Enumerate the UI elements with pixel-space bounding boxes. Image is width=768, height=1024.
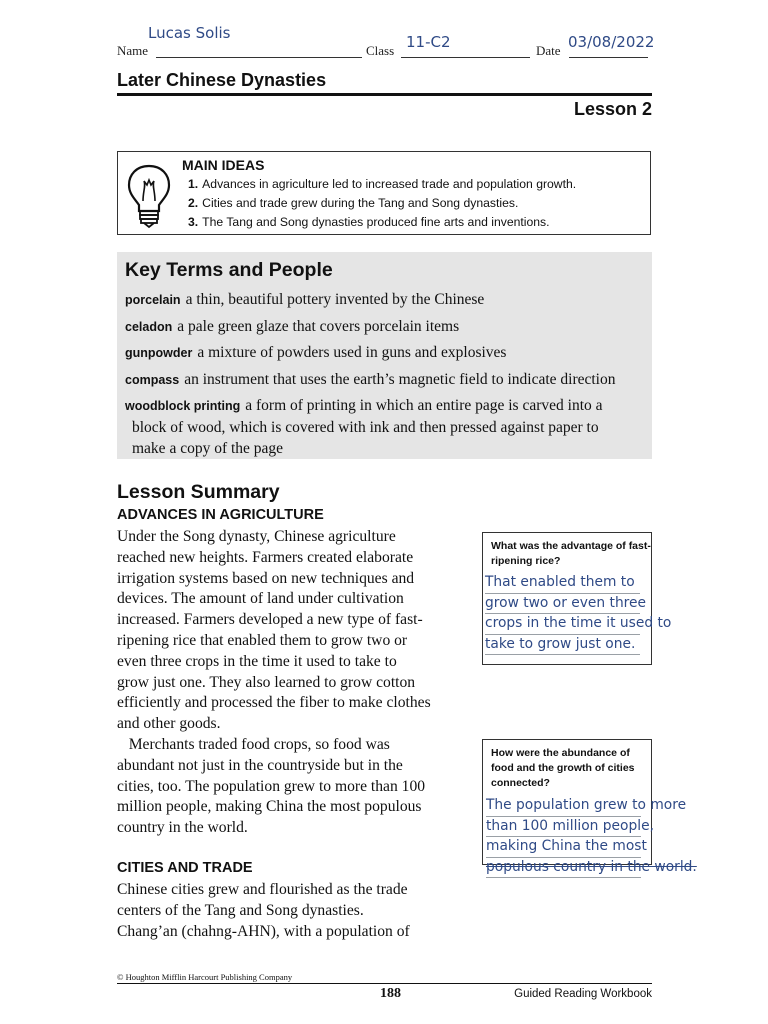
main-idea-item: 3. The Tang and Song dynasties produced fine arts and inventions. [188,215,550,229]
date-line [569,57,648,58]
main-ideas-box [117,151,651,235]
key-term-item: woodblock printing a form of printing in which an entire page is carved into a block of wood, which is covered with ink and then pressed against paper to make a copy of the page [125,397,603,457]
lesson-label: Lesson 2 [573,99,652,119]
main-idea-item: 1. Advances in agriculture led to increased trade and population growth. [188,177,577,191]
question-text: What was the advantage of fast-ripening rice? [491,540,651,567]
class-value[interactable]: 11-C2 [406,33,451,51]
answer-text[interactable]: That enabled them to grow two or even three crops in the time it used to take to grow just one. [485,573,640,655]
key-term-item: gunpowder a mixture of powders used in guns and explosives [125,344,507,361]
class-label: Class [366,43,395,58]
agriculture-text: Under the Song dynasty, Chinese agriculture reached new heights. Farmers created elaborate irrigation systems based on new techniques and devices. The amount of land under cultivation increased. Farmers developed a new type of fast- ripening rice that enabled them to grow two or even three crops in the time it used to take to grow just one. They also learned to grow cotton efficiently and processed the fiber to make clothes and other goods. Merchants traded food crops, so food was abundant not just in the countryside but in the cities, too. The population grew to more than 100 million people, making China the most populous country in the world. [117,528,431,837]
footer-rule [117,983,652,984]
section-heading-cities: CITIES AND TRADE [117,860,253,876]
copyright-notice: © Houghton Mifflin Harcourt Publishing Company [117,972,293,982]
question-text: How were the abundance of food and the growth of cities connected? [491,747,635,789]
page-number: 188 [380,986,401,1001]
date-label: Date [536,43,561,58]
main-idea-item: 2. Cities and trade grew during the Tang and Song dynasties. [188,196,519,210]
main-ideas-heading: MAIN IDEAS [182,157,265,173]
key-term-item: compass an instrument that uses the earth’s magnetic field to indicate direction [125,371,616,388]
cities-text: Chinese cities grew and flourished as the trade centers of the Tang and Song dynasties. Chang’an (chahng-AHN), with a population of [117,881,410,940]
name-value[interactable]: Lucas Solis [148,24,231,42]
name-line [156,57,362,58]
page-title: Later Chinese Dynasties [117,70,327,90]
lesson-summary-heading: Lesson Summary [117,481,280,503]
main-ideas-list [188,175,576,232]
section-heading-agriculture: ADVANCES IN AGRICULTURE [117,507,324,523]
lightbulb-icon [124,161,174,229]
answer-text[interactable]: The population grew to more than 100 million people, making China the most populous country in the world. [486,796,641,878]
name-label: Name [117,43,149,58]
worksheet-header [0,0,768,64]
class-line [401,57,530,58]
key-term-item: porcelain a thin, beautiful pottery invented by the Chinese [125,291,485,308]
key-terms-box [117,252,652,459]
key-terms-heading: Key Terms and People [125,259,333,281]
workbook-title: Guided Reading Workbook [514,988,652,1000]
key-term-item: celadon a pale green glaze that covers porcelain items [125,318,460,335]
date-value[interactable]: 03/08/2022 [568,33,655,51]
title-rule [117,93,652,96]
